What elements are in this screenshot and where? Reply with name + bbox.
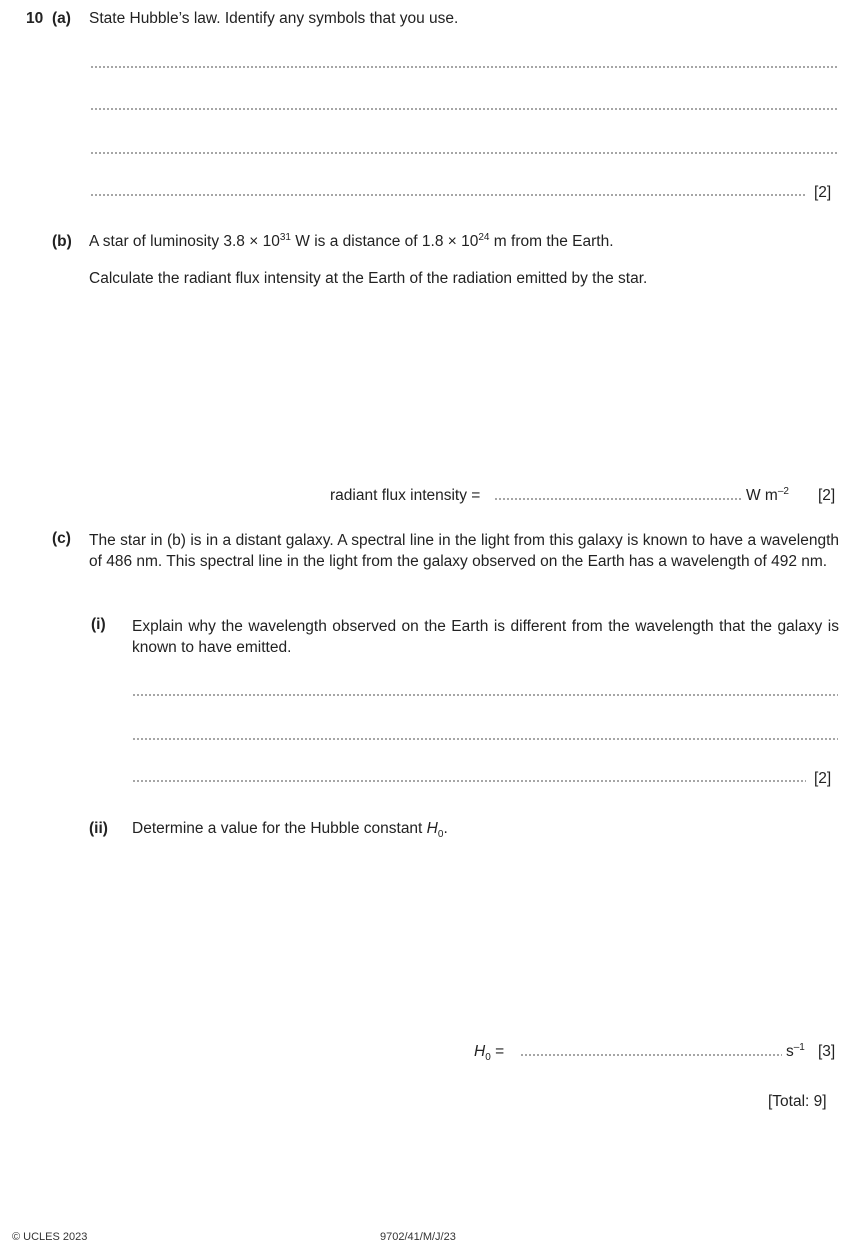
hubble-symbol-sub: 0 bbox=[437, 829, 444, 840]
answer-line-a2[interactable] bbox=[90, 108, 838, 110]
answer-hubble-symbol: H bbox=[474, 1043, 486, 1060]
part-b-text-3: m from the Earth. bbox=[489, 233, 614, 250]
part-c-ii-marks: [3] bbox=[818, 1043, 836, 1060]
part-c-ii-unit-sup: –1 bbox=[793, 1042, 805, 1053]
answer-equals: = bbox=[490, 1043, 505, 1060]
answer-hubble-symbol-sub: 0 bbox=[485, 1052, 491, 1063]
part-c-ii-label: (ii) bbox=[89, 820, 108, 837]
part-c-ii-text bbox=[132, 820, 448, 838]
part-c-i-text: Explain why the wavelength observed on the Earth is different from the wavelength that the galaxy is known to have emitted. bbox=[132, 618, 839, 656]
answer-line-ci-1[interactable] bbox=[132, 694, 838, 696]
part-c-ii-text-main: Determine a value for the Hubble constant bbox=[132, 820, 427, 837]
footer-copyright: © UCLES 2023 bbox=[12, 1231, 88, 1243]
footer-paper-code: 9702/41/M/J/23 bbox=[380, 1231, 456, 1243]
part-a-question: State Hubble’s law. Identify any symbols that you use. bbox=[89, 10, 459, 27]
part-b-unit bbox=[746, 487, 789, 505]
part-b-sup-1: 31 bbox=[279, 232, 291, 243]
part-c-i-label: (i) bbox=[91, 616, 106, 633]
part-b-label: (b) bbox=[52, 233, 72, 250]
part-b-sup-2: 24 bbox=[478, 232, 490, 243]
answer-line-ci-2[interactable] bbox=[132, 738, 838, 740]
part-b-answer-line[interactable] bbox=[494, 498, 742, 500]
part-c-ii-answer-line[interactable] bbox=[520, 1054, 782, 1056]
part-b-answer-label: radiant flux intensity = bbox=[330, 487, 481, 504]
part-c-ii-unit bbox=[786, 1043, 805, 1061]
part-a-label: (a) bbox=[52, 10, 71, 27]
part-c-ii-end: . bbox=[443, 820, 448, 837]
part-b-unit-sup: –2 bbox=[777, 486, 789, 497]
answer-line-a4[interactable] bbox=[90, 194, 806, 196]
part-b-instruction: Calculate the radiant flux intensity at the Earth of the radiation emitted by the star. bbox=[89, 270, 648, 287]
part-b-text-2: W is a distance of 1.8 × 10 bbox=[290, 233, 479, 250]
answer-line-a3[interactable] bbox=[90, 152, 838, 154]
part-c-ii-unit-base: s bbox=[786, 1043, 794, 1060]
part-c-label: (c) bbox=[52, 530, 71, 547]
hubble-symbol: H bbox=[426, 820, 438, 837]
total-marks: [Total: 9] bbox=[768, 1093, 827, 1110]
part-b-text-1: A star of luminosity 3.8 × 10 bbox=[89, 233, 280, 250]
question-number: 10 bbox=[26, 10, 44, 27]
part-b-statement bbox=[89, 233, 614, 251]
part-a-marks: [2] bbox=[814, 184, 832, 201]
answer-line-a1[interactable] bbox=[90, 66, 838, 68]
part-b-unit-base: W m bbox=[746, 487, 778, 504]
part-c-i-marks: [2] bbox=[814, 770, 832, 787]
part-b-marks: [2] bbox=[818, 487, 836, 504]
answer-line-ci-3[interactable] bbox=[132, 780, 806, 782]
part-c-ii-answer-label bbox=[474, 1043, 504, 1061]
part-c-text: The star in (b) is in a distant galaxy. A spectral line in the light from this galaxy is known to have a wavelength of 486 nm. This spectral line in the light from the galaxy observed on the Earth has a wavelength of 492 nm. bbox=[89, 532, 839, 570]
